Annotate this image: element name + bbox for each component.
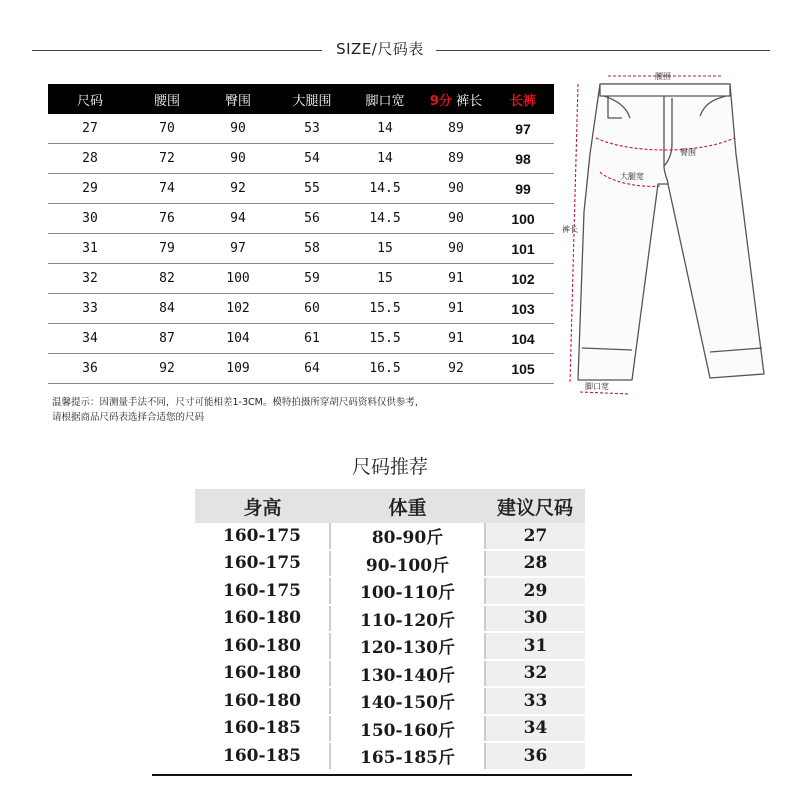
size-cell: 103: [492, 294, 554, 324]
label-thigh: 大腿宽: [620, 172, 644, 181]
recommend-row: [195, 577, 585, 605]
page-title: SIZE/尺码表: [336, 40, 424, 58]
size-cell: 32: [485, 660, 585, 688]
size-cell: 99: [492, 174, 554, 204]
size-table-header: [48, 84, 554, 114]
size-cell: 94: [202, 204, 274, 234]
size-row: [48, 204, 554, 234]
size-cell: 58: [274, 234, 350, 264]
size-cell: 14.5: [350, 174, 420, 204]
recommend-row: [195, 660, 585, 688]
size-cell: 82: [132, 264, 202, 294]
size-cell: 28: [48, 144, 132, 174]
size-cell: 90: [202, 144, 274, 174]
size-cell: 90: [420, 174, 492, 204]
size-cell: 33: [48, 294, 132, 324]
pants-diagram: [560, 62, 780, 402]
weight-cell: 80-90斤: [330, 523, 485, 550]
recommend-row: [195, 715, 585, 743]
tip-line-2: 请根据商品尺码表选择合适您的尺码: [52, 412, 205, 423]
label-hem: 脚口宽: [585, 382, 609, 391]
recommend-table: [195, 489, 585, 771]
weight-cell: 150-160斤: [330, 715, 485, 743]
recommend-row: [195, 523, 585, 550]
weight-cell: 140-150斤: [330, 687, 485, 715]
size-cell: 34: [48, 324, 132, 354]
col-suggested-size: 建议尺码: [485, 489, 585, 523]
size-cell: 60: [274, 294, 350, 324]
header-rule-left: [32, 50, 322, 51]
height-cell: 160-175: [195, 577, 330, 605]
size-row: [48, 144, 554, 174]
size-cell: 33: [485, 687, 585, 715]
size-cell: 104: [202, 324, 274, 354]
size-cell: 92: [420, 354, 492, 384]
size-cell: 31: [48, 234, 132, 264]
height-cell: 160-180: [195, 687, 330, 715]
size-cell: 61: [274, 324, 350, 354]
height-cell: 160-175: [195, 550, 330, 578]
size-cell: 29: [485, 577, 585, 605]
col-size: 尺码: [48, 84, 132, 114]
pants-outline: [578, 84, 764, 380]
size-row: [48, 294, 554, 324]
size-table: [48, 84, 554, 384]
size-cell: 56: [274, 204, 350, 234]
height-cell: 160-175: [195, 523, 330, 550]
col-waist: 腰围: [132, 84, 202, 114]
size-cell: 15.5: [350, 294, 420, 324]
col-full-length: 长裤: [492, 84, 554, 114]
size-row: [48, 264, 554, 294]
size-cell: 59: [274, 264, 350, 294]
size-cell: 36: [485, 742, 585, 770]
size-cell: 84: [132, 294, 202, 324]
size-cell: 102: [202, 294, 274, 324]
col-hem: 脚口宽: [350, 84, 420, 114]
size-cell: 100: [492, 204, 554, 234]
size-cell: 64: [274, 354, 350, 384]
size-cell: 90: [420, 234, 492, 264]
size-cell: 91: [420, 294, 492, 324]
height-cell: 160-185: [195, 715, 330, 743]
size-cell: 53: [274, 114, 350, 144]
label-length: 裤长: [562, 225, 578, 234]
label-waist: 腰围: [655, 72, 671, 81]
size-cell: 76: [132, 204, 202, 234]
size-cell: 27: [485, 523, 585, 550]
size-cell: 72: [132, 144, 202, 174]
length-label: 裤长: [456, 93, 483, 109]
size-cell: 14: [350, 114, 420, 144]
size-cell: 15.5: [350, 324, 420, 354]
bottom-rule: [152, 774, 632, 776]
size-row: [48, 174, 554, 204]
size-cell: 89: [420, 114, 492, 144]
recommend-row: [195, 687, 585, 715]
recommend-row: [195, 632, 585, 660]
recommend-row: [195, 605, 585, 633]
size-row: [48, 234, 554, 264]
height-cell: 160-180: [195, 605, 330, 633]
size-cell: 14.5: [350, 204, 420, 234]
tip-line-1: 温馨提示：因测量手法不同，尺寸可能相差1-3CM。模特拍摄所穿胡尺码资料仅供参考，: [52, 397, 425, 408]
tip-note: [52, 395, 572, 425]
size-cell: 105: [492, 354, 554, 384]
weight-cell: 100-110斤: [330, 577, 485, 605]
size-cell: 30: [48, 204, 132, 234]
size-cell: 30: [485, 605, 585, 633]
recommend-row: [195, 742, 585, 770]
size-cell: 36: [48, 354, 132, 384]
height-cell: 160-180: [195, 660, 330, 688]
size-cell: 16.5: [350, 354, 420, 384]
col-ninth-length: [420, 84, 492, 114]
size-cell: 31: [485, 632, 585, 660]
size-cell: 28: [485, 550, 585, 578]
height-cell: 160-180: [195, 632, 330, 660]
label-hip: 臀围: [680, 148, 696, 157]
size-cell: 74: [132, 174, 202, 204]
size-cell: 15: [350, 234, 420, 264]
size-cell: 100: [202, 264, 274, 294]
ninth-label: 9分: [429, 93, 452, 109]
size-cell: 89: [420, 144, 492, 174]
size-cell: 92: [202, 174, 274, 204]
weight-cell: 165-185斤: [330, 742, 485, 770]
weight-cell: 90-100斤: [330, 550, 485, 578]
size-cell: 91: [420, 264, 492, 294]
col-hip: 臀围: [202, 84, 274, 114]
size-row: [48, 114, 554, 144]
col-thigh: 大腿围: [274, 84, 350, 114]
size-row: [48, 324, 554, 354]
size-cell: 97: [492, 114, 554, 144]
size-cell: 70: [132, 114, 202, 144]
size-cell: 79: [132, 234, 202, 264]
weight-cell: 120-130斤: [330, 632, 485, 660]
size-cell: 92: [132, 354, 202, 384]
size-cell: 87: [132, 324, 202, 354]
size-cell: 27: [48, 114, 132, 144]
size-cell: 91: [420, 324, 492, 354]
header-rule-right: [436, 50, 770, 51]
col-weight: 体重: [330, 489, 485, 523]
size-cell: 34: [485, 715, 585, 743]
recommend-title: 尺码推荐: [351, 456, 428, 478]
size-cell: 14: [350, 144, 420, 174]
size-cell: 98: [492, 144, 554, 174]
size-cell: 104: [492, 324, 554, 354]
size-cell: 32: [48, 264, 132, 294]
size-cell: 90: [420, 204, 492, 234]
recommend-row: [195, 550, 585, 578]
weight-cell: 110-120斤: [330, 605, 485, 633]
size-cell: 97: [202, 234, 274, 264]
size-row: [48, 354, 554, 384]
col-height: 身高: [195, 489, 330, 523]
size-cell: 102: [492, 264, 554, 294]
size-cell: 101: [492, 234, 554, 264]
weight-cell: 130-140斤: [330, 660, 485, 688]
size-cell: 90: [202, 114, 274, 144]
size-cell: 15: [350, 264, 420, 294]
size-cell: 29: [48, 174, 132, 204]
size-cell: 54: [274, 144, 350, 174]
recommend-header: [195, 489, 585, 523]
size-cell: 109: [202, 354, 274, 384]
height-cell: 160-185: [195, 742, 330, 770]
size-cell: 55: [274, 174, 350, 204]
